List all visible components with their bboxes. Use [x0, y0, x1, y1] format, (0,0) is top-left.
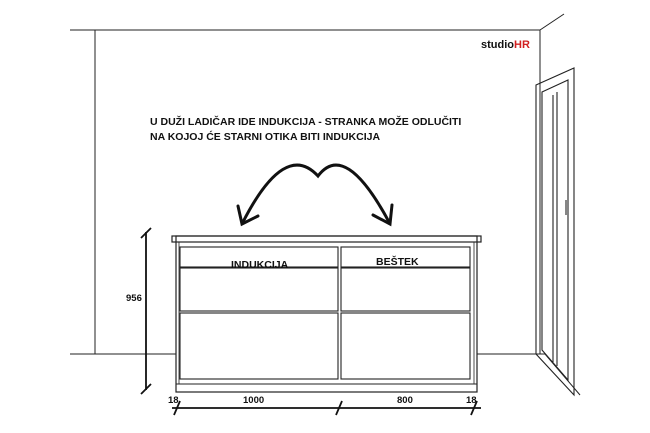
note-line-2: NA KOJOJ ĆE STARNI OTIKA BITI INDUKCIJA	[150, 131, 381, 143]
drawer-right-bottom	[341, 313, 470, 379]
door-frame	[536, 68, 574, 395]
cabinet	[172, 236, 481, 392]
brand-logo-part1: studio	[481, 39, 514, 51]
dimension-width-right: 800	[397, 395, 413, 406]
cabinet-top	[172, 236, 481, 242]
drawer-left-bottom	[180, 313, 338, 379]
dimension-side-right: 18	[466, 395, 477, 406]
brand-logo	[481, 39, 530, 51]
note-line-1: U DUŽI LADIČAR IDE INDUKCIJA - STRANKA MOŽE ODLUČITI	[150, 116, 462, 128]
drawer-label-right-top: BEŠTEK	[376, 256, 419, 268]
drawer-left-middle	[180, 268, 338, 311]
corner-ceiling-diag	[540, 14, 564, 30]
door-casing-inner	[542, 80, 568, 380]
height-dimension	[141, 228, 151, 394]
drawer-label-left-top: INDUKCIJA	[231, 259, 289, 271]
dimension-width-left: 1000	[243, 395, 265, 406]
height-dimension-label: 956	[126, 293, 142, 304]
width-dimension	[172, 401, 481, 415]
dimension-side-left: 18	[168, 395, 179, 406]
brand-logo-part2: HR	[514, 39, 530, 51]
drawer-right-middle	[341, 268, 470, 311]
double-headed-curved-arrow-icon	[238, 165, 392, 224]
cabinet-outline	[176, 236, 477, 392]
